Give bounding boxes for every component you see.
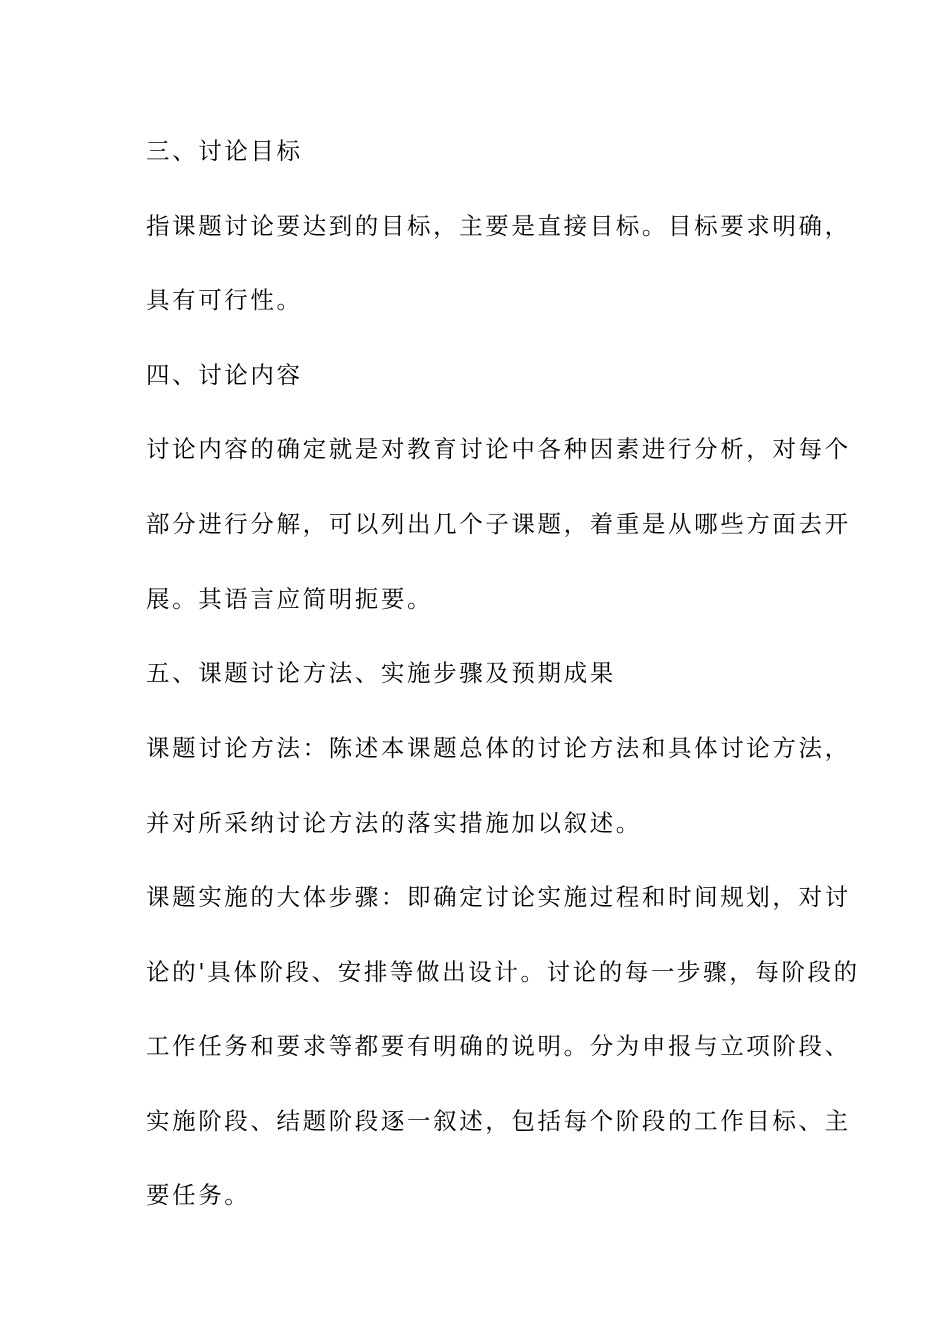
section-heading-5: 五、课题讨论方法、实施步骤及预期成果 <box>146 659 616 687</box>
paragraph-line: 展。其语言应简明扼要。 <box>146 585 434 613</box>
paragraph-line: 并对所采纳讨论方法的落实措施加以叙述。 <box>146 809 642 837</box>
paragraph-line: 课题实施的大体步骤：即确定讨论实施过程和时间规划，对讨 <box>146 883 851 911</box>
paragraph-line: 指课题讨论要达到的目标，主要是直接目标。目标要求明确， <box>146 212 851 240</box>
section-heading-3: 三、讨论目标 <box>146 137 303 165</box>
paragraph-line: 工作任务和要求等都要有明确的说明。分为申报与立项阶段、 <box>146 1032 851 1060</box>
paragraph-line: 具有可行性。 <box>146 286 303 314</box>
section-heading-4: 四、讨论内容 <box>146 361 303 389</box>
paragraph-line: 要任务。 <box>146 1181 251 1209</box>
paragraph-line: 部分进行分解，可以列出几个子课题，着重是从哪些方面去开 <box>146 510 851 538</box>
paragraph-line: 讨论内容的确定就是对教育讨论中各种因素进行分析，对每个 <box>146 435 851 463</box>
paragraph-line: 实施阶段、结题阶段逐一叙述，包括每个阶段的工作目标、主 <box>146 1107 851 1135</box>
paragraph-line: 论的'具体阶段、安排等做出设计。讨论的每一步骤，每阶段的 <box>146 958 860 986</box>
paragraph-line: 课题讨论方法：陈述本课题总体的讨论方法和具体讨论方法， <box>146 734 851 762</box>
